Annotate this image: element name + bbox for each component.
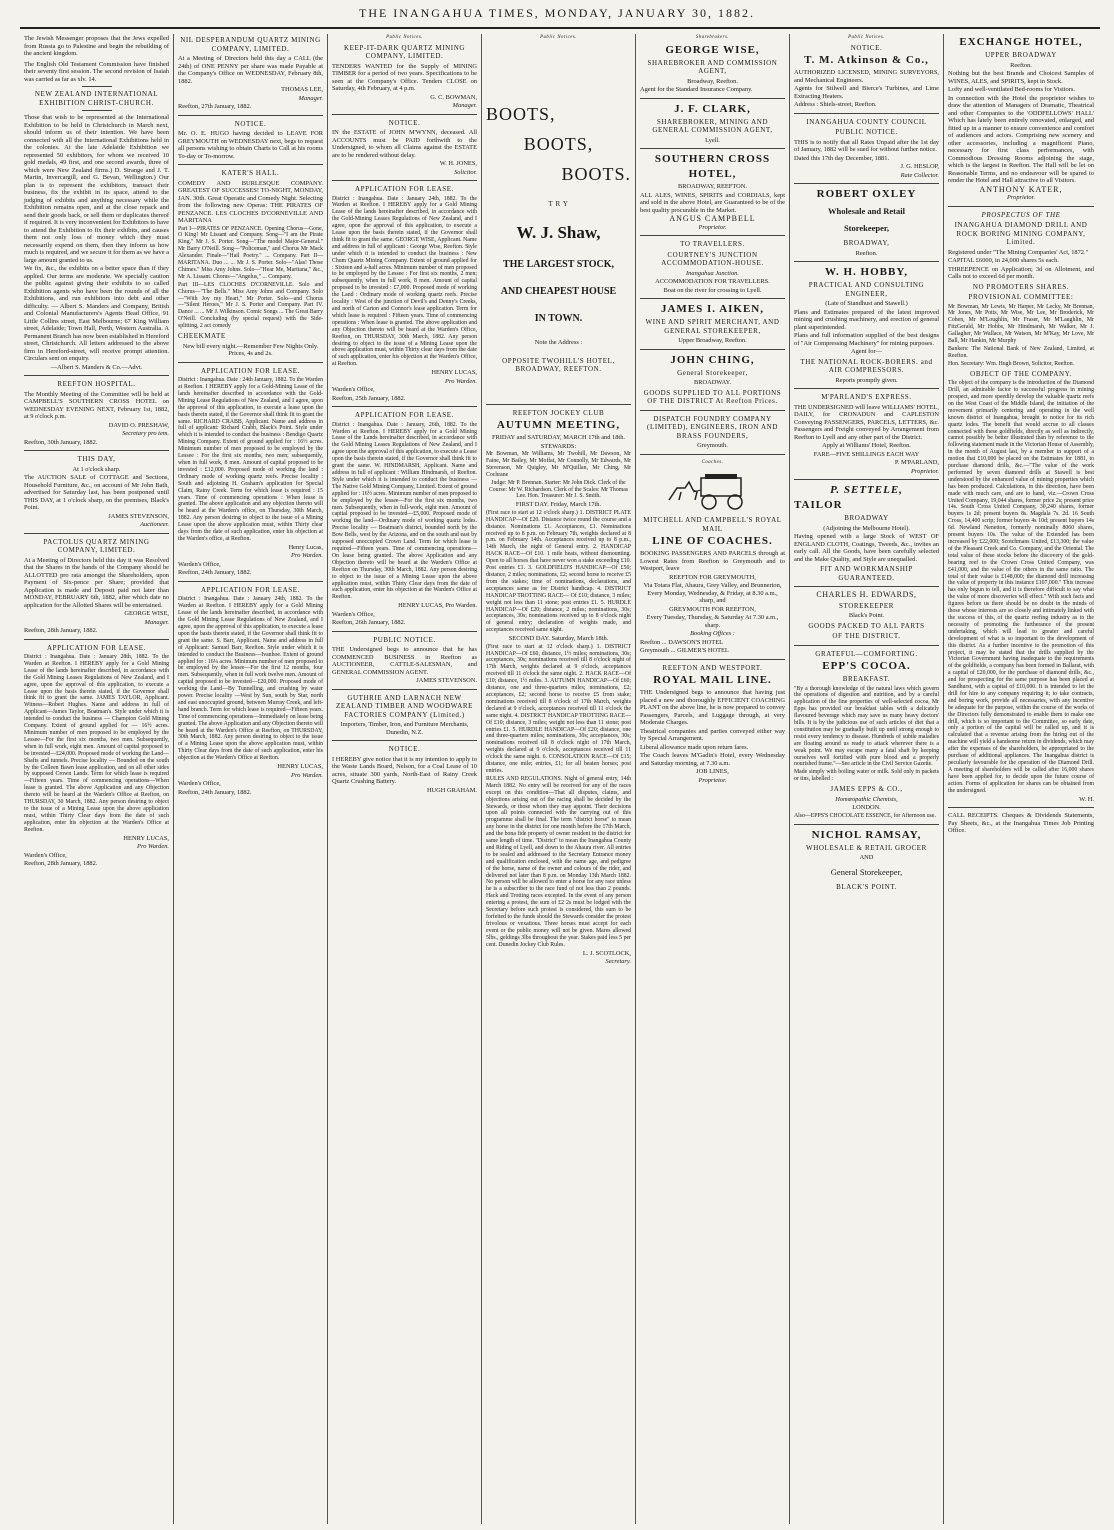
royal-mail-theatrical: Theatrical companies and parties conveyed either way by Special Arrangement.: [640, 727, 785, 742]
royal-mail-signature: JOB LINES,: [696, 768, 729, 775]
keep-it-dark-role: Manager.: [452, 102, 477, 109]
section-header: Sharebrokers.: [695, 35, 730, 40]
dispatch-foundry: DISPATCH FOUNDRY COMPANY (LIMITED), ENGINEERS, IRON AND BRASS FOUNDERS,: [647, 414, 778, 440]
guthrie-title: GUTHRIE AND LARNACH NEW ZEALAND TIMBER AND WOODWARE FACTORIES COMPANY (Limited.): [335, 693, 474, 719]
column-4: [482, 34, 636, 1524]
coaches-section: Coaches.: [701, 459, 724, 465]
travellers-title: TO TRAVELLERS.: [680, 240, 745, 248]
bankers: Bankers: The National Bank of New Zealand, Limited, at Reefton.: [948, 345, 1094, 359]
coal-notice-body: I HEREBY give notice that it is my intention to apply to the Waste Lands Board, Nelson, for a Coal Lease of 10 acres, situate 300 yards, North-East of Rainy Creek Quartz Crushing Battery.: [332, 755, 477, 786]
lease-4-title: APPLICATION FOR LEASE.: [355, 185, 454, 193]
cheapest-house: AND CHEAPEST HOUSE: [500, 286, 617, 297]
lease-4-office: Warden's Office,: [332, 386, 375, 394]
lease-2-body: District : Inangahua. Date : 24th January, 1882. To the Warden at Reefton. I HEREBY apply for a Gold-Mining Lease of the lands hereinafter described in accordance with the Gold-Mining Lease Regulations of New Zealand, and I agree, upon the approval of this application, to execute a lease upon the basis therein stated, if the Governor shall think fit to grant the same. RICHARD CRABB, Applicant. Name and address in full of applicant: Richard Crabb, Black's Point. Style under which it is intended to conduct the business : Bendigo Quartz Mining Company. Extent of ground applied for : 16½ acres. Minimum number of men proposed to be employed by the Lessee : For the first six months, two men; subsequently, when in full work, 8 men. Amount of capital proposed to be invested : £12,000. Proposed mode of working the land : Ordinary mode of working quartz reefs. Precise locality : South and adjoining H. Graham's application for Special Claim, Rainy Creek. Term for which lease is required : 15 years. Time of commencing operations : When lease is granted. The above application and any objection thereto will be heard at the Warden's office, on Thursday, 30th March, 1882. Any person desiring to object to the issue of a Mining Lease upon the above application must, within Thirty clear days from the date of such application, enter his objection at the Warden's office, at Reefton.: [178, 377, 323, 542]
clark-sub: SHAREBROKER, MINING AND GENERAL COMMISSION AGENT,: [652, 117, 773, 134]
lease-office: Warden's Office,: [24, 851, 67, 859]
coach-body: BOOKING PASSENGERS AND PARCELS through at Lowest Rates from Reefton to Greymouth and to Westport, leave: [640, 550, 785, 572]
exchange-hotel-broadway: UPPER BROADWAY: [985, 51, 1057, 59]
coach-days: Every Tuesday, Thursday, & Saturday At 7.30 a.m., sharp.: [646, 614, 779, 629]
southern-cross-address: BROADWAY, REEFTON.: [678, 183, 747, 190]
lease-3-role: Pro Warden.: [291, 771, 323, 779]
divider: [178, 164, 323, 165]
epps-also: Also—EPPS'S CHOCOLATE ESSENCE, for Afternoon use.: [794, 812, 936, 819]
katers-hall-title: KATER'S HALL.: [221, 169, 280, 177]
george-wise-address: Broadway, Reefton.: [687, 77, 738, 85]
edwards-district: OF THE DISTRICT.: [832, 632, 901, 640]
divider: [640, 349, 785, 350]
hobby-title: PRACTICAL AND CONSULTING ENGINEER,: [808, 281, 925, 298]
mparland-apply: Apply at Williams' Hotel, Reefton.: [822, 442, 911, 449]
prospectus-threepence: THREEPENCE on Application; 3d on Allotment, and Calls not to exceed 6d per month.: [948, 265, 1094, 280]
guthrie-sub: Importers, Timber, Iron, and Furniture Merchants, Dunedin, N.Z.: [340, 721, 469, 736]
booking-office-reefton: Reefton ... DAWSON'S HOTEL: [640, 638, 723, 646]
exchange-hotel-body: Nothing but the best Brands and Choicest Samples of WINES, ALES, and SPIRITS, kept in Stock.: [948, 70, 1094, 85]
lease-2-office: Warden's Office,: [178, 560, 221, 568]
southern-cross-hotel: HOTEL,: [688, 168, 737, 180]
keep-it-dark-title: KEEP-IT-DARK QUARTZ MINING COMPANY, LIMITED.: [343, 43, 466, 60]
prospectus-title: PROSPECTUS OF THE: [981, 210, 1061, 219]
divider: [24, 639, 169, 640]
booking-office-greymouth: Greymouth ... GILMER'S HOTEL: [640, 647, 729, 654]
county-body: THIS is to notify that all Rates Unpaid after the 1st day of January, 1882 will be sued for without further notice.: [794, 138, 939, 153]
lease-3-title: APPLICATION FOR LEASE.: [201, 585, 300, 594]
divider: [640, 454, 785, 455]
stewards-label: STEWARDS:: [540, 442, 577, 450]
divider: [332, 406, 477, 407]
george-wise-sub: SHAREBROKER AND COMMISSION AGENT,: [647, 58, 778, 75]
oxley-wholesale: Wholesale and Retail: [828, 206, 905, 216]
masthead-rule: [20, 27, 1100, 29]
mitchell-campbell: MITCHELL AND CAMPBELL'S ROYAL MAIL: [643, 516, 782, 533]
divider: [82, 110, 112, 111]
rules-signature: L. J. SCOTLOCK,: [582, 949, 631, 957]
this-day-title: THIS DAY,: [77, 455, 116, 463]
exhibition-signature: —Albert S. Manders & Co.—Advt.: [50, 363, 143, 371]
lease-2-title: APPLICATION FOR LEASE.: [201, 366, 300, 375]
section-header: Public Notices.: [540, 35, 577, 40]
hugo-notice-body: Mr. O. E. HUGO having decided to LEAVE FOR GREYMOUTH on WEDNESDAY next, begs to request all persons wishing to obtain Charts to Call at his rooms To-day or To-morrow.: [178, 130, 323, 160]
divider: [332, 631, 477, 632]
committee-list: Mr Bowman, Mr Lewis, Mr Harper, Mr Lecky, Mr Brennan, Mr Jones, Mr Potts, Mr Wise, Mr Lee, Mr Broderick, Mr Cohen, Mr M'Loughlin, Mr Fraser, Mr M'Laughlin, Mr FitzGerald, Mr Hobbs, Mr Hindmarsh, Mr Walker, Mr J. Gallagher, Mr Wallace, Mr Watson, Mr M'Kay, Mr Love, Mr Ball, Mr Hankin, Mr Murphy: [948, 303, 1094, 345]
nil-desperandum-body: At a Meeting of Directors held this day a CALL (the 24th) of ONE PENNY per share was made Payable at the Company's Office on WEDNESDAY, February 8th, 1882.: [178, 55, 323, 85]
estate-notice-title: NOTICE.: [388, 118, 421, 127]
shaw-name: W. J. Shaw,: [516, 223, 601, 242]
county-date: Dated this 17th day December, 1881.: [794, 154, 890, 162]
tailor-body: Having opened with a large Stock of WEST OF ENGLAND CLOTH, Coatings, Tweeds, &c., invites an early call. All the Goods, have been carefully selected and the Make Quality, and Style are unequalled.: [794, 533, 939, 563]
call-receipts: CALL RECEIPTS. Cheques & Dividends Statements, Pay Sheets, &c., at the Inangahua Times Job Printing Office.: [948, 812, 1094, 835]
oxley-reefton: Reefton.: [855, 249, 878, 257]
divider: [332, 689, 477, 690]
public-notice-title: PUBLIC NOTICE.: [373, 635, 436, 644]
hospital-date: Reefton, 30th January, 1882.: [24, 438, 98, 446]
lease-4-body: District : Inangahua. Date : January 24th, 1882. To the Warden at Reefton. I HEREBY apply for a Gold Mining Lease of the lands hereinafter described, in accordance with the Gold-Mining Leases Regulations of New Zealand, and I agree, upon the approval of this application, to execute a Lease upon the basis therein stated, if the Governor shall think fit to grant the same. GEORGE WISE, Applicant. Name and address in full of applicant : George Wise, Reefton. Style under which it is intended to conduct the business : New Chum Quartz Mining Company. Extent of ground applied for : Sixteen and a-half acres. Minimum number of men proposed to be employed by the Lessee : For first six months, 2 men; subsequently, when in full work, 8 men. Amount of capital proposed to be invested : £7,000. Proposed mode of working the Land : Ordinary mode of working quartz reefs. Precise locality : West of the junction of Devil's and Denny's Creeks, and north of Carton and Connor's lease application. Term for which lease is required : Fifteen years. Time of commencing operations : When lease is granted. The above application and any Objection thereto will be heard at the Warden's Office, Reefton, on THURSDAY, 30th March, 1882. Any person desiring to object to the issue of a Mining Lease upon the above application must, within Thirty clear days from the date of such application, enter his objection at the Warden's Office, at Reefton.: [332, 195, 477, 368]
newspaper-columns: [20, 34, 1100, 1524]
coach-illustration-icon: [663, 470, 763, 512]
exchange-hotel-name: EXCHANGE HOTEL,: [959, 36, 1083, 48]
jewish-item: The Jewish Messenger proposes that the Jews expelled from Russia go to Palestine and begin the rebuilding of the ancient kingdom.: [24, 35, 169, 57]
divider: [640, 98, 785, 99]
divider: [794, 824, 939, 825]
ramsay-grocer: WHOLESALE & RETAIL GROCER: [806, 843, 927, 852]
grateful-comforting: GRATEFUL—COMFORTING.: [815, 649, 918, 658]
line-of-coaches: LINE OF COACHES.: [652, 535, 773, 547]
oxley-name: ROBERT OXLEY: [816, 188, 917, 200]
estate-notice-body: IN the ESTATE of JOHN M'WYNN, deceased. All ACCOUNTS must be PAID forthwith to the Undersigned, to whom all Claims against the ESTATE are to be rendered without delay.: [332, 129, 477, 159]
exchange-hotel-hall: In connection with the Hotel the proprietor wishes to draw the attention of Managers of Dramatic, Theatrical and other Companies to the 'ODDFELLOWS' HALL' Which has lately been entirely renovated, enlarged, and fitted up in a manner to ensure convenience and comfort of audiences and actors. Comprising new scenery and other accessories, including a magnificent Piano, necessary for first class performances, with Commodious Dressing Rooms adjoining the stage, which is the largest in Reefton. The Hall will be let on Reasonable Terms, and no endeavour will be spared to render the Hotel and Hall attractive to all Visitors.: [948, 94, 1094, 184]
pactolus-signature: GEORGE WISE,: [124, 610, 169, 617]
divider: [178, 581, 323, 582]
divider: [82, 86, 112, 87]
stewards-list: Mr Bowman, Mr Williams, Mr Twohill, Mr Dawson, Mr Faine, Mr Bailey, Mr Moffat, Mr Connolly, Mr Edwards, Mr Stevenson, Mr Quigley, Mr M'Quillan, Mr Ching, Mr Cochrane: [486, 451, 631, 478]
hospital-body: The Monthly Meeting of the Committee will be held at CAMPBELL'S SOUTHERN CROSS HOTEL on WEDNESDAY EVENING NEXT, February 1st, 1882, at 9 o'clock p.m.: [24, 390, 169, 420]
southern-cross-title: SOUTHERN CROSS: [654, 153, 771, 165]
meeting-days: FRIDAY and SATURDAY, MARCH 17th and 18th.: [491, 434, 626, 441]
lease-5-body: District : Inangahua. Date : January, 26th, 1882. To the Warden at Reefton. I HEREBY apply for a Gold Mining Lease of the Lands hereinafter described, in accordance with the Gold Mining Leases Regulations of New Zealand, and I agree upon the approval of this application, to execute a Lease upon the basis therein stated, if the Governor shall think fit to grant the same. W. HINDMARSH, Applicant. Name and address in full of applicant : William Hindmarsh, of Reefton. Style under which it is intended to conduct the business — The Native Gold Mining Company, Limited. Extent of ground applied for : 16½ acres. Minimum number of men proposed to be employed by the lessee—For the first six months, two men. Subsequently, when in full-work, eight men. Amount of capital proposed to be invested—£5,000. Proposed mode of working the land—Ordinary mode of working quartz lodes. Precise locality — Boatman's district, bounded north by the Bow Bells, west by the Arizona, and on the south and east by supposed unoccupied Crown Land. Term for which lease is required—Fifteen years. Time of commencing operations—On lease being granted. The above Application and any Objection thereto will be heard at the Warden's Office at Reefton on Thursday, 30th March, 1882. Any person desiring to object to the issue of a Mining Lease upon the above application must, within Thirty Clear days from the date of such application, enter his objection at the Warden's Office at Reefton.: [332, 421, 477, 601]
hobby-plans: Plans and Estimates prepared of the latest improved mining and crushing machinery, and erection of general plant superintended.: [794, 308, 939, 331]
pactolus-title: PACTOLUS QUARTZ MINING COMPANY, LIMITED.: [43, 537, 150, 554]
aiken-name: JAMES I. AIKEN,: [660, 303, 765, 315]
southern-cross-body: ALL ALES, WINES, SPIRITS and CORDIALS, kept and sold in the above Hotel, are Guaranteed to be of the best quality procurable in the Market.: [640, 191, 785, 214]
atkinson-notice: NOTICE.: [850, 43, 883, 52]
reefton-for-greymouth: REEFTON FOR GREYMOUTH,: [669, 573, 756, 581]
lease-3-signature: HENRY LUCAS,: [277, 763, 323, 771]
divider: [794, 645, 939, 646]
lease-2-role: Pro Warden.: [291, 552, 323, 560]
tailor-address: BROADWAY: [844, 514, 889, 522]
reefton-westport: REEFTON AND WESTPORT.: [662, 663, 763, 672]
lease-body: District : Inangahua. Date : January 28th, 1882. To the Warden at Reefton. I HEREBY apply for a Gold Mining Lease of the lands hereinafter described, in accordance with the Gold Mining Leases Regulations of New Zealand, and I agree, upon the approval of this application, to execute a Lease upon the basis therein stated, if the Governor shall think fit to grant the same. JAMES TAYLOR, Applicant. Witness—Robert Hughes. Name and address in full of Applicant—James Taylor, Boatman's. Style under which it is intended to conduct the business — Champion Gold Mining Company. Extent of ground applied for — 16½ acres. Minimum number of men proposed to be employed by the Lessee—For the first six months, two men. Subsequently, when in full work, eight men. Amount of capital proposed to be invested—£24,000. Proposed mode of working the Land—Shafts and tunnels. Precise locality — Bounded on the south by the Colleen Bawn lease application, and on all other sides by supposed Crown Lands. Term for which lease is required—Fifteen years. Time of commencing operations—When lease is granted. The above Application and any Objection thereto will be heard at the Warden's Office at Reefton, on THURSDAY, 30 March, 1882. Any person desiring to object to the issue of a Mining Lease upon the above application must, within Thirty Clear days from the date of such application, enter his objection at the Warden's Office at Reefton.: [24, 654, 169, 833]
courtney-location: Inangahua Junction.: [686, 269, 739, 277]
aiken-address: Upper Broadway, Reefton.: [678, 337, 747, 344]
epps-london: LONDON.: [852, 804, 881, 812]
exchange-hotel-reefton: Reefton.: [1010, 61, 1032, 69]
courtney-boat: Boat on the river for crossing to Lyell.: [663, 286, 762, 294]
epps-cocoa: EPP'S COCOA.: [822, 660, 911, 672]
hugo-notice-title: NOTICE.: [234, 119, 267, 128]
lease-signature: HENRY LUCAS,: [123, 834, 169, 842]
divider: [948, 807, 1094, 808]
lease-2-date: Reefton, 24th January, 1882.: [178, 569, 252, 577]
edwards-goods: GOODS PACKED TO ALL PARTS: [808, 621, 925, 630]
mparland-express-body: THE UNDERSIGNED will leave WILLIAMS' HOTEL, DAILY, for CRONADUN and CAPLESTON Conveying PASSENGERS, PARCELS, LETTERS, &c. Passengers and Freight conveyed by Arrangement from Reefton to Lyell and any other part of the District.: [794, 403, 939, 441]
ramsay-location: BLACK'S POINT.: [836, 882, 897, 891]
divider: [640, 148, 785, 149]
coach-route: Via Totara Flat, Ahaura, Grey Valley, and Brunnerton, Every Monday, Wednesday, & Friday, at 8.30 a.m., sharp, and: [643, 582, 782, 604]
john-ching-address: BROADWAY.: [693, 379, 732, 386]
divider: [486, 404, 631, 405]
hobby-name: W. H. HOBBY,: [824, 266, 909, 278]
lease-5-date: Reefton, 26th January, 1882.: [332, 619, 406, 627]
george-wise-agent: Agent for the Standard Insurance Company.: [640, 86, 753, 93]
coal-notice-signature: HUGH GRAHAM.: [426, 786, 477, 794]
john-ching-body: GOODS SUPPLIED TO ALL PORTIONS OF THE DISTRICT At Reefton Prices.: [643, 388, 782, 405]
hobby-reports: Reports promptly given.: [835, 376, 898, 384]
auction-signature-role: Auctioneer.: [140, 521, 169, 528]
john-ching-name: JOHN CHING,: [670, 353, 755, 366]
courtney-accommodation: ACCOMMODATION FOR TRAVELLERS.: [655, 278, 770, 285]
oxley-storekeeper: Storekeeper,: [843, 223, 890, 233]
divider: [794, 586, 939, 587]
divider: [794, 479, 939, 480]
divider: [640, 659, 785, 660]
column-6: [790, 34, 944, 1524]
prospectus-capital: CAPITAL £6000, in 24,000 shares 5s each.: [948, 257, 1059, 264]
hobby-full: Plans and full information supplied of the best designs of "Air Compressing Machinery" for mining purposes.: [794, 332, 939, 347]
lease-3-body: District : Inangahua. Date : January 24th, 1882. To the Warden at Reefton. I HEREBY apply for a Gold Mining Lease of the lands hereinafter described, in accordance with the Gold Mining Lease Regulations of New Zealand, and I agree, upon the approval of this application, to execute a lease upon the basis therein stated, if the Governor shall think fit to grant the same. S. Barr, Applicant. Name and address in full of Applicant: Samuel Barr, Reefton. Style under which it is intended to conduct the Business—Ivanhoe. Extent of ground applied for : 16¼ acres. Minimum number of men proposed to be employed by the lessee—For the first 12 months, four men. Subsequently, when in full work twelve men. Amount of capital proposed to be invested—£20,000. Proposed mode of working the Land—By Tunnelling, and crushing by water power. Precise locality —West by Sun, south by Star, north and east unoccupied ground, between Murray Creek, and left-hand branch. Term for which lease is required—Fifteen years. Time of commencing operations—Immediately on lease being granted. The above Application and any Objection thereto will be heard at the Warden's Office at Reefton, on THURSDAY, 30th March, 1882. Any person desiring to object to the issue of a Mining Lease upon the above application must, within Thirty Clear days from the date of such application, enter his objection at the Warden's Office at Reefton.: [178, 596, 323, 762]
greymouth-for-reefton: GREYMOUTH FOR REEFTON,: [669, 605, 756, 613]
divider: [640, 410, 785, 411]
programme-part-3: Part III—LES CLOCHES D'CORNEVILLE. Solo and Chorus—"The Bells." Miss Amy Johns and Company. Solo—"With Joy my Heart," Mr Porter. Solo—and Chorus—"Silent Heroes," Mr J. S. Porter and Company. Part IV. Dance ... ... Mr J. Wilkinson. Comic Songs ... The Great Barry O'Neill. Concluding (by special request) with the Side-splitting, 2 act comedy: [178, 281, 323, 330]
object-body: The object of the company is the introduction of the Diamond Drill, an admirable factor to successful progress in mining prospect, and more speedily develop the valuable quartz reefs on the West Coast of the Middle Island, the initiation of the movement primarily centering and operating in the well known district of Inangahua, brought to notice for its rich quartz lodes. The benefit that would accrue to all classes connected with these goldfields, directly as well as indirectly, cannot possibly be better illustrated than by reference to the following statement made in the Victorian House of Assembly, in the month of August last, by a member in support of a motion that £10,000 be placed on the Estimates for 1881, to purchase diamond drills, &c.—"The value of the work performed by seven diamond drills at Stawell is best understood by the enhanced value of mining properties which has been produced. Calculations, in this direction, have been made with much care, and are to hand, viz.—Crown Cross United Company, 19,044 shares, former price 2s; present price 14s. South Cross United Company, 30,240 shares, former buyers 1s 2d; present buyers 8s. Magdala 7s. 2d. 16 South Cross, 14,400 scrip; former buyers 4s 10d; present buyers 14s 6d. Newland Nenetton, formerly nominally 8060 shares, present buyers 10s. The value of the Extended has been increased by £22,000; Scotchmans United, £13,300; the value of the Pleasant Creek and Co. Company, and the Oriental. The total value of these stocks before the discovery of the gold-bearing reef to the Crown Cross United Company, was £41,000, and the value of the others in the same ratio. The total of their value is £148,000; the diamond drill increasing the value of property in this instance £107,000." This increase has only begun to tell, and it is therefore difficult to say what the value of more discoveries will effect." With such facts and figures before us there should be no doubt in the minds of those whose interests are so closely and intimately linked with the success of this, of the quartz reefing industry as to the necessity of promoting the furtherance of the present undertaking, which will lead to greater and careful development of what is so important to the development of this district. As a further incentive to the promotion of this project, it may be stated that the drills supplied by the Victorian Government having inadequate to the requirements of the goldfields, a company has been formed in Ballarat, with a capital of £20,000, for the purchase of diamond drills, &c., and for prospecting for the same purpose has been placed at Sandhurst, with a capital of £10,000. It is intended to let the drill for hire to any company requiring it; to take contracts, and boring work, provide all necessaries, with any incentive be adequate for the purpose, within the course of the works of the Directors fully demonstrated to enable them to make one drill, which is so important to the Committee, so early date, only a portion of the capital will be called up, and it is calculated that a revenue arising from the hiring out of the machine will yield a handsome return in dividends, which may after the expenses of the shareholders, be appropriated to the purchase of additional appliances. The Inangahua district is peculiarly favourable for the operation of the Diamond Drill. A meeting of shareholders will be called after 16,000 shares have been applied for, to decide upon the future course of action. Forms of application for shares can be obtained from the undersigned.: [948, 380, 1094, 794]
programme-part-1: Part I—PIRATES OF PENZANCE. Opening Chorus—Gone, O King! Mr Lissant and Company. Song—"I am the Pirate King." Mr J. S. Porter. Song—"The model Major-General." Mr Barry O'Neill. Song—"Policeman," and Chorus Mr Mack Alexander. Finale—"Hail Poetry." ... Company. Part II—MARITANA. Duo ... ... Mr J. S. Porter. Solo—"Alas! Those Chimes." Miss Amy Johns. Solo—"Hear Me, Maritana," &c., Mr A. Lissant. Chorus—"Angelus," ... Company.: [178, 225, 323, 280]
exhibition-body: Those that wish to be represented at the International Exhibition to be held in Christchurch in March next, should inform us of their intention. We have been connected with all the International Exhibitions held in the colonies. At the late Adelaide Exhibition we represented 50 exhibitors, for whom we received 10 gold medals, 49 first, and one second awards, three of which were New Zealand firms.) D. Strange and J. T. Martin, Invercargill, and G. Bevan, Wellington.) Our plan is to represent the exhibitors, transact their business, fix the exhibit in its space, attend to the judging of exhibits and anything necessary while the Exhibition remains open, and at the close repack and send their goods back, or sell them or duplicates thereof if required. It is very inconvenient for Exhibitors to have to attend the Exhibition to fix their exhibits, and causes them not only loss of money which they must necessarily expend on them, then they inform us how much is required, and we secure it for them as we have a large amount granted to us.: [24, 114, 169, 264]
fit-guaranteed: FIT AND WORKMANSHIP GUARANTEED.: [820, 565, 913, 582]
ramsay-storekeeper: General Storekeeper,: [830, 866, 903, 877]
exchange-hotel-rooms: Lofty and well-ventilated Bed-rooms for Visitors.: [948, 86, 1075, 93]
boots-1: BOOTS,: [486, 103, 556, 124]
divider: [794, 261, 939, 262]
lease-2-signature: Henry Lucas,: [288, 543, 323, 551]
hospital-signature-role: Secretary pro tem.: [122, 430, 169, 437]
county-public-notice: PUBLIC NOTICE.: [835, 128, 898, 136]
divider: [332, 180, 477, 181]
ramsay-and: AND: [859, 854, 874, 862]
prospectus-registered: Registered under "The Mining Companies' Act, 1872.": [948, 248, 1089, 256]
atkinson-agents: Agents for Stilwell and Bierce's Turbines, and Lime Extracting Heaters.: [794, 85, 939, 100]
boots-2: BOOTS,: [523, 133, 594, 154]
edwards-storekeeper: STOREKEEPER: [838, 601, 895, 610]
shaw-address: OPPOSITE TWOHILL'S HOTEL, BROADWAY, REEFTON.: [502, 356, 615, 373]
southern-cross-signature: ANGUS CAMPBELL: [669, 214, 756, 223]
atkinson-address: Address : Shiels-street, Reefton.: [794, 101, 877, 108]
exchange-hotel-role: Proprietor.: [1007, 194, 1035, 201]
estate-notice-role: Solicitor.: [454, 168, 477, 176]
exhibition-title: NEW ZEALAND INTERNATIONAL EXHIBITION CHRIST-CHURCH.: [34, 90, 159, 107]
divider: [640, 235, 785, 236]
second-day-races: (First race to start at 12 o'clock sharp.) 1. DISTRICT HANDICAP—Of £60, distance, 1½ miles; nominations, 30s; acceptances, 30s; nominations received till 8 o'clock night of 17th March, weights declared at 9 o'clock, acceptances received till 11 o'clock the same night. 2. HACK RACE—Of £10; distance, 1½ miles. 3. AUTUMN HANDICAP—Of £60; distance, one and three-quarters miles; nominations, £2; acceptances, £2; second horse to receive £5 from stake; nominations received till 8 o'clock of 17th March, weights declared at 9 o'clock, acceptances received till 11 o'clock the same night. 4. DISTRICT HANDICAP TROTTING RACE—Of £10; distance, 3 miles; weight not less than 11 stone; post entries £1. 5. HURDLE HANDICAP—Of £20; distance, one and three-quarters miles; nominations, 30s; acceptances, 30s; nominations received till 8 o'clock night of 17th March, weights declared at 9 o'clock, acceptances received till 11 o'clock the same night. 6. CONSOLATION RACE—Of £15; distance, one mile; entries, £1; for all beaten horses; post entries.: [486, 643, 631, 774]
john-ching-sub: General Storekeeper,: [677, 368, 748, 377]
rules-role: Secretary.: [605, 958, 631, 966]
stevenson-body: THE Undersigned begs to announce that he has COMMENCED BUSINESS in Reefton as AUCTIONEER, CATTLE-SALESMAN, and GENERAL COMMISSION AGENT.: [332, 646, 477, 676]
divider: [794, 183, 939, 184]
hon-secretary: Hon. Secretary: Wm. Hugh Brown, Solicitor, Reefton.: [948, 360, 1075, 367]
courtney-title: COURTNEY'S JUNCTION ACCOMMODATION-HOUSE.: [661, 250, 764, 267]
tailor-title: TAILOR: [794, 499, 843, 511]
exhibition-body-2: We fix, &c., the exhibits on a better space than if they applied. Our terms are moderate. We specially caution the public against giving their exhibits to so called Exhibition agents who have been the rounds of all the Exhibitions, and run exhibitors into debt and other difficulty. — Albert S. Manders and Company, British and Colonial Manufacturers's Agents Head Office, 91 Little Collins street, East Melbourne; 67 King William street, Adelaide; Town Hall, Perth, Western Australia. A Permanent Branch has now been established in Hereford street, Christchurch. All letters addressed to the above firm in Hereford-street, will receive prompt attention. Circulars sent on enquiry.: [24, 265, 169, 362]
ramsay-name: NICHOL RAMSAY,: [811, 828, 922, 841]
royal-mail-body: THE Undersigned begs to announce that having just placed a new and thoroughly EFFICIENT COACHING PLANT on the above line, he is now prepared to convey Passengers, Parcels, and Luggage through, at very Moderate Charges.: [640, 689, 785, 726]
address-note: Note the Address :: [534, 339, 583, 346]
prospectus-company: INANGAHUA DIAMOND DRILL AND ROCK BORING MINING COMPANY, Limited.: [954, 221, 1088, 246]
pactolus-signature-role: Manager.: [144, 618, 169, 626]
mparland-role: Proprietor.: [911, 467, 939, 475]
in-town: IN TOWN.: [534, 313, 583, 324]
royal-mail-allowance: Liberal allowance made upon return fares.: [640, 743, 749, 751]
cheekmate-note: New bill every night.—Remember Few Nights Only. Prices, 4s and 2s.: [182, 342, 319, 358]
lease-title: APPLICATION FOR LEASE.: [47, 643, 146, 652]
column-7: [944, 34, 1098, 1524]
autumn-meeting: AUTUMN MEETING,: [496, 419, 621, 431]
lease-5-office: Warden's Office,: [332, 610, 375, 618]
comedy-announcement: COMEDY AND BURLESQUE COMPANY. GREATEST OF SUCCESSES! TO-NIGHT, MONDAY, JAN. 30th. Great Operatic and Comedy Night. Selecting from the following new Operas: THE PIRATES OF PENZANCE. LES CLOCHES D'CORNEVILLE AND MARITANA: [178, 179, 323, 224]
cheekmate-title: CHEEKMATE: [178, 332, 226, 341]
second-day: SECOND DAY. Saturday, March 18th.: [508, 635, 609, 643]
lease-4-signature: HENRY LUCAS,: [431, 369, 477, 377]
tailor-adjoining: (Adjoining the Melbourne Hotel).: [823, 524, 910, 532]
object-signature: W. H.: [1079, 795, 1094, 803]
aiken-body: WINE AND SPIRIT MERCHANT, AND GENERAL STOREKEEPER,: [645, 318, 780, 335]
divider: [178, 362, 323, 363]
pactolus-date: Reefton, 28th January, 1882.: [24, 627, 98, 634]
lease-4-role: Pro Warden.: [445, 377, 477, 385]
column-1: [20, 34, 174, 1524]
divider: [640, 298, 785, 299]
divider: [24, 375, 169, 376]
epps-chemists: Homœopathic Chemists,: [835, 795, 898, 803]
old-testament-item: The English Old Testament Commission have finished their seventy first session. The second revision of Isaiah was carried as far as xlv. 14.: [24, 60, 169, 83]
settele-name: P. SETTELE,: [830, 484, 903, 496]
mparland-express-title: M'PARLAND'S EXPRESS.: [821, 393, 912, 401]
mparland-signature: P. M'PARLAND,: [894, 459, 939, 466]
hospital-title: REEFTON HOSPITAL.: [57, 380, 136, 388]
nil-desperandum-signature: THOMAS LEE,: [281, 86, 323, 93]
first-day: FIRST DAY. Friday, March 17th.: [515, 501, 602, 509]
edwards-location: Black's Point.: [848, 612, 885, 619]
this-day-time: At 1 o'clock sharp.: [72, 465, 121, 473]
oxley-broadway: BROADWAY,: [843, 239, 890, 247]
hobby-agent-products: THE NATIONAL ROCK-BORERS. and AIR COMPRESSORS.: [800, 357, 933, 374]
largest-stock: THE LARGEST STOCK,: [502, 259, 615, 270]
george-wise-name: GEORGE WISE,: [665, 43, 760, 56]
divider: [332, 740, 477, 741]
dispatch-address: Greymouth.: [697, 442, 728, 449]
divider: [794, 388, 939, 389]
county-signature: J. G. HESLOP,: [900, 163, 939, 170]
divider: [178, 115, 323, 116]
epps-body: "By a thorough knowledge of the natural laws which govern the operations of digestion and nutrition, and by a careful application of the fine properties of well-selected cocoa, Mr Epps has provided our breakfast tables with a delicately flavoured beverage which may save us many heavy doctors' bills. It is by the judicious use of such articles of diet that a constitution may be gradually built up until strong enough to resist every tendency to disease. Hundreds of subtle maladies are floating around us ready to attack wherever there is a weak point. We may escape many a fatal shaft by keeping ourselves well fortified with pure blood and a properly nourished frame."—See article in the Civil Service Gazette.: [794, 685, 939, 768]
nil-desperandum-date: Reefton, 27th January, 1882.: [178, 103, 252, 110]
object-title: OBJECT OF THE COMPANY.: [970, 369, 1072, 378]
lease-3-date: Reefton, 24th January, 1882.: [178, 788, 252, 796]
divider: [794, 113, 939, 114]
epps-company: JAMES EPPS & CO.,: [830, 785, 903, 794]
column-2: [174, 34, 328, 1524]
first-day-races: (First race to start at 12 o'clock sharp.) 1. DISTRICT PLATE HANDICAP—Of £20. Distance twice round the course and a distance. Nominations £1. Acceptances, £1. Nominations received up to 8 p.m. on February 7th, weights declared at 8 p.m. on February 14th. Acceptances received up to 8 p.m., 14th March, the night of General entry. 2. HANDICAP HACK RACE—Of £10. 1 mile heats, without dismounting. Open to all horses that have never won a stake exceeding £10. Post entries £1. 3. GOLDFIELD'S HANDICAP—Of £50; distance, 2 miles; nominations, £2; second horse to receive £5 from the stakes; time of nominations, declarations, and acceptances same as for District handicap. 4. DISTRICT HANDICAP TROTTING RACE— Of £10; distance, 3 miles; weight not less than 11 stone; post entries £1. 5. HURDLE HANDICAP—Of £20; distance, 2 miles; nominations, 30s; acceptances, 30s; nominations received up to 8 o'clock night of general entry; declaration of weights made, and acceptances received same night.: [486, 509, 631, 634]
lease-3-office: Warden's Office,: [178, 780, 221, 788]
lease-signature-role: Pro Warden.: [137, 843, 169, 851]
section-header: Public Notices.: [848, 35, 885, 40]
county-council-title: INANGAHUA COUNTY COUNCIL: [806, 117, 927, 126]
divider: [948, 206, 1094, 207]
section-header: Public Notices.: [386, 35, 423, 40]
hobby-late: (Late of Standhust and Stawell.): [825, 300, 908, 307]
nil-desperandum-title: NIL DESPERANDUM QUARTZ MINING COMPANY, LIMITED.: [180, 36, 321, 53]
lease-5-title: APPLICATION FOR LEASE.: [355, 411, 454, 420]
boots-3: BOOTS.: [561, 163, 631, 184]
exchange-hotel-signature: ANTHONY KATER,: [979, 184, 1063, 194]
divider: [332, 114, 477, 115]
officials: Judge: Mr P. Brennan. Starter: Mr John Dick. Clerk of the Course: Mr W. Richardson. Clerk of the Scales: Mr Thomas Lee. Hon. Treasurer: Mr J. S. Smith.: [488, 479, 629, 500]
pactolus-body: At a Meeting of Directors held this day it was Resolved that the Shares in the hands of the Company should be ALLOTTED pro rata amongst the Shareholders, upon Payment of Six-pence per Share; provided that Application is made and Deposit paid not later than MONDAY, FEBRUARY 6th, 1882, after which date no application for the Allotted Shares will be entertained.: [24, 556, 169, 609]
southern-cross-role: Proprietor.: [698, 223, 727, 231]
royal-mail-days: The Coach leaves M'Gadin's Hotel, every Wednesday and Saturday morning, at 7.30 a.m.: [640, 752, 785, 767]
provisional-committee: PROVISIONAL COMMITTEE:: [968, 293, 1074, 301]
edwards-name: CHARLES H. EDWARDS,: [816, 590, 917, 599]
breakfast: BREAKFAST.: [842, 675, 891, 683]
clark-address: Lyell.: [705, 136, 720, 144]
auction-body: The AUCTION SALE of COTTAGE and Sections, Household Furniture, &c., on account of Mr John Bath, advertised for Saturday last, has been postponed until THIS DAY, at 1 o'clock sharp, on the premises, Black's Point.: [24, 474, 169, 511]
lease-5-signature: HENRY LUCAS, Pro Warden.: [398, 602, 477, 610]
keep-it-dark-signature: G. C. BOWMAN,: [430, 93, 477, 101]
county-role: Rate Collector.: [900, 171, 939, 179]
atkinson-body: AUTHORIZED LICENSED, MINING SURVEYORS, and Mechanical Engineers.: [794, 69, 939, 84]
mparland-fare: FARE—FIVE SHILLINGS EACH WAY: [813, 450, 920, 458]
epps-made: Made simply with boiling water or milk. Sold only in packets or tins, labelled :: [794, 769, 939, 783]
estate-notice-signature: W. H. JONES,: [439, 160, 477, 167]
try-label: T R Y: [548, 199, 569, 208]
rules: RULES AND REGULATIONS. Night of general entry, 14th March 1882. No entry will be received for any of the races except on this condition—That all disputes, claims, and objections arising out of the racing shall be decided by the Stewards, or those whom they may appoint. Their decisions upon all points connected with the carrying out of this programme shall be final. The term "district horse" to mean any horse in the district for one month before the 17th March, and the bona fide property of owner resident in the district for same length of time. "District" to mean the Inangahua County and Riding of Lyell, and down to the Ahaura river. All entries to be sealed and addressed to the Secretary Entrance money and qualification enclosed, with the name age, and pedigree of the horse, name of the owner and colours of the rider, and delivered not later than 8 p.m. on Monday 13th March 1882. No person will be allowed to enter a horse for any race unless he is a subscriber to the race fund of not less than 2 pounds. Hack and Trotting races excepted. In the event of any person entering a protest, the sum of £2 2s must be lodged with the Secretary before such protest is considered, this sum to be forfeited to the funds should the Stewards consider the protest frivolous or vexatious. Three horses must accept for each event or the public money will not be given. Mares allowed 5lbs., geldings 3lbs throughout the year. Stakes paid less 5 per cent. Dunedin Jockey Club Rules.: [486, 775, 631, 948]
royal-mail-role: Proprietor.: [698, 776, 727, 784]
stevenson-signature: JAMES STEVENSON.: [416, 677, 477, 685]
hobby-agent: Agent for—: [850, 348, 883, 355]
coal-notice-title: NOTICE.: [388, 745, 421, 754]
column-3: [328, 34, 482, 1524]
keep-it-dark-body: TENDERS WANTED for the Supply of MINING TIMBER for a period of two years. Specifications to be seen at the Company's Office. Tenders CLOSE on Saturday, 4th February, at 4 p.m.: [332, 62, 477, 92]
masthead: THE INANGAHUA TIMES, MONDAY, JANUARY 30, 1882.: [358, 6, 756, 20]
divider: [24, 450, 169, 451]
atkinson-name: T. M. Atkinson & Co.,: [804, 54, 929, 66]
lease-4-date: Reefton, 25th January, 1882.: [332, 394, 406, 402]
hospital-signature: DAVID O. PRESHAW,: [108, 421, 169, 429]
lease-date: Reefton, 28th January, 1882.: [24, 860, 98, 868]
no-promoters-shares: NO PROMOTERS SHARES.: [972, 282, 1070, 291]
divider: [24, 533, 169, 534]
jockey-club-title: REEFTON JOCKEY CLUB: [512, 408, 605, 417]
booking-offices: Booking Offices :: [690, 630, 735, 637]
nil-desperandum-role: Manager.: [298, 94, 323, 102]
auction-signature: JAMES STEVENSON,: [108, 512, 169, 520]
column-5: [636, 34, 790, 1524]
clark-name: J. F. CLARK,: [674, 102, 751, 115]
royal-mail-line: ROYAL MAIL LINE.: [653, 674, 772, 686]
